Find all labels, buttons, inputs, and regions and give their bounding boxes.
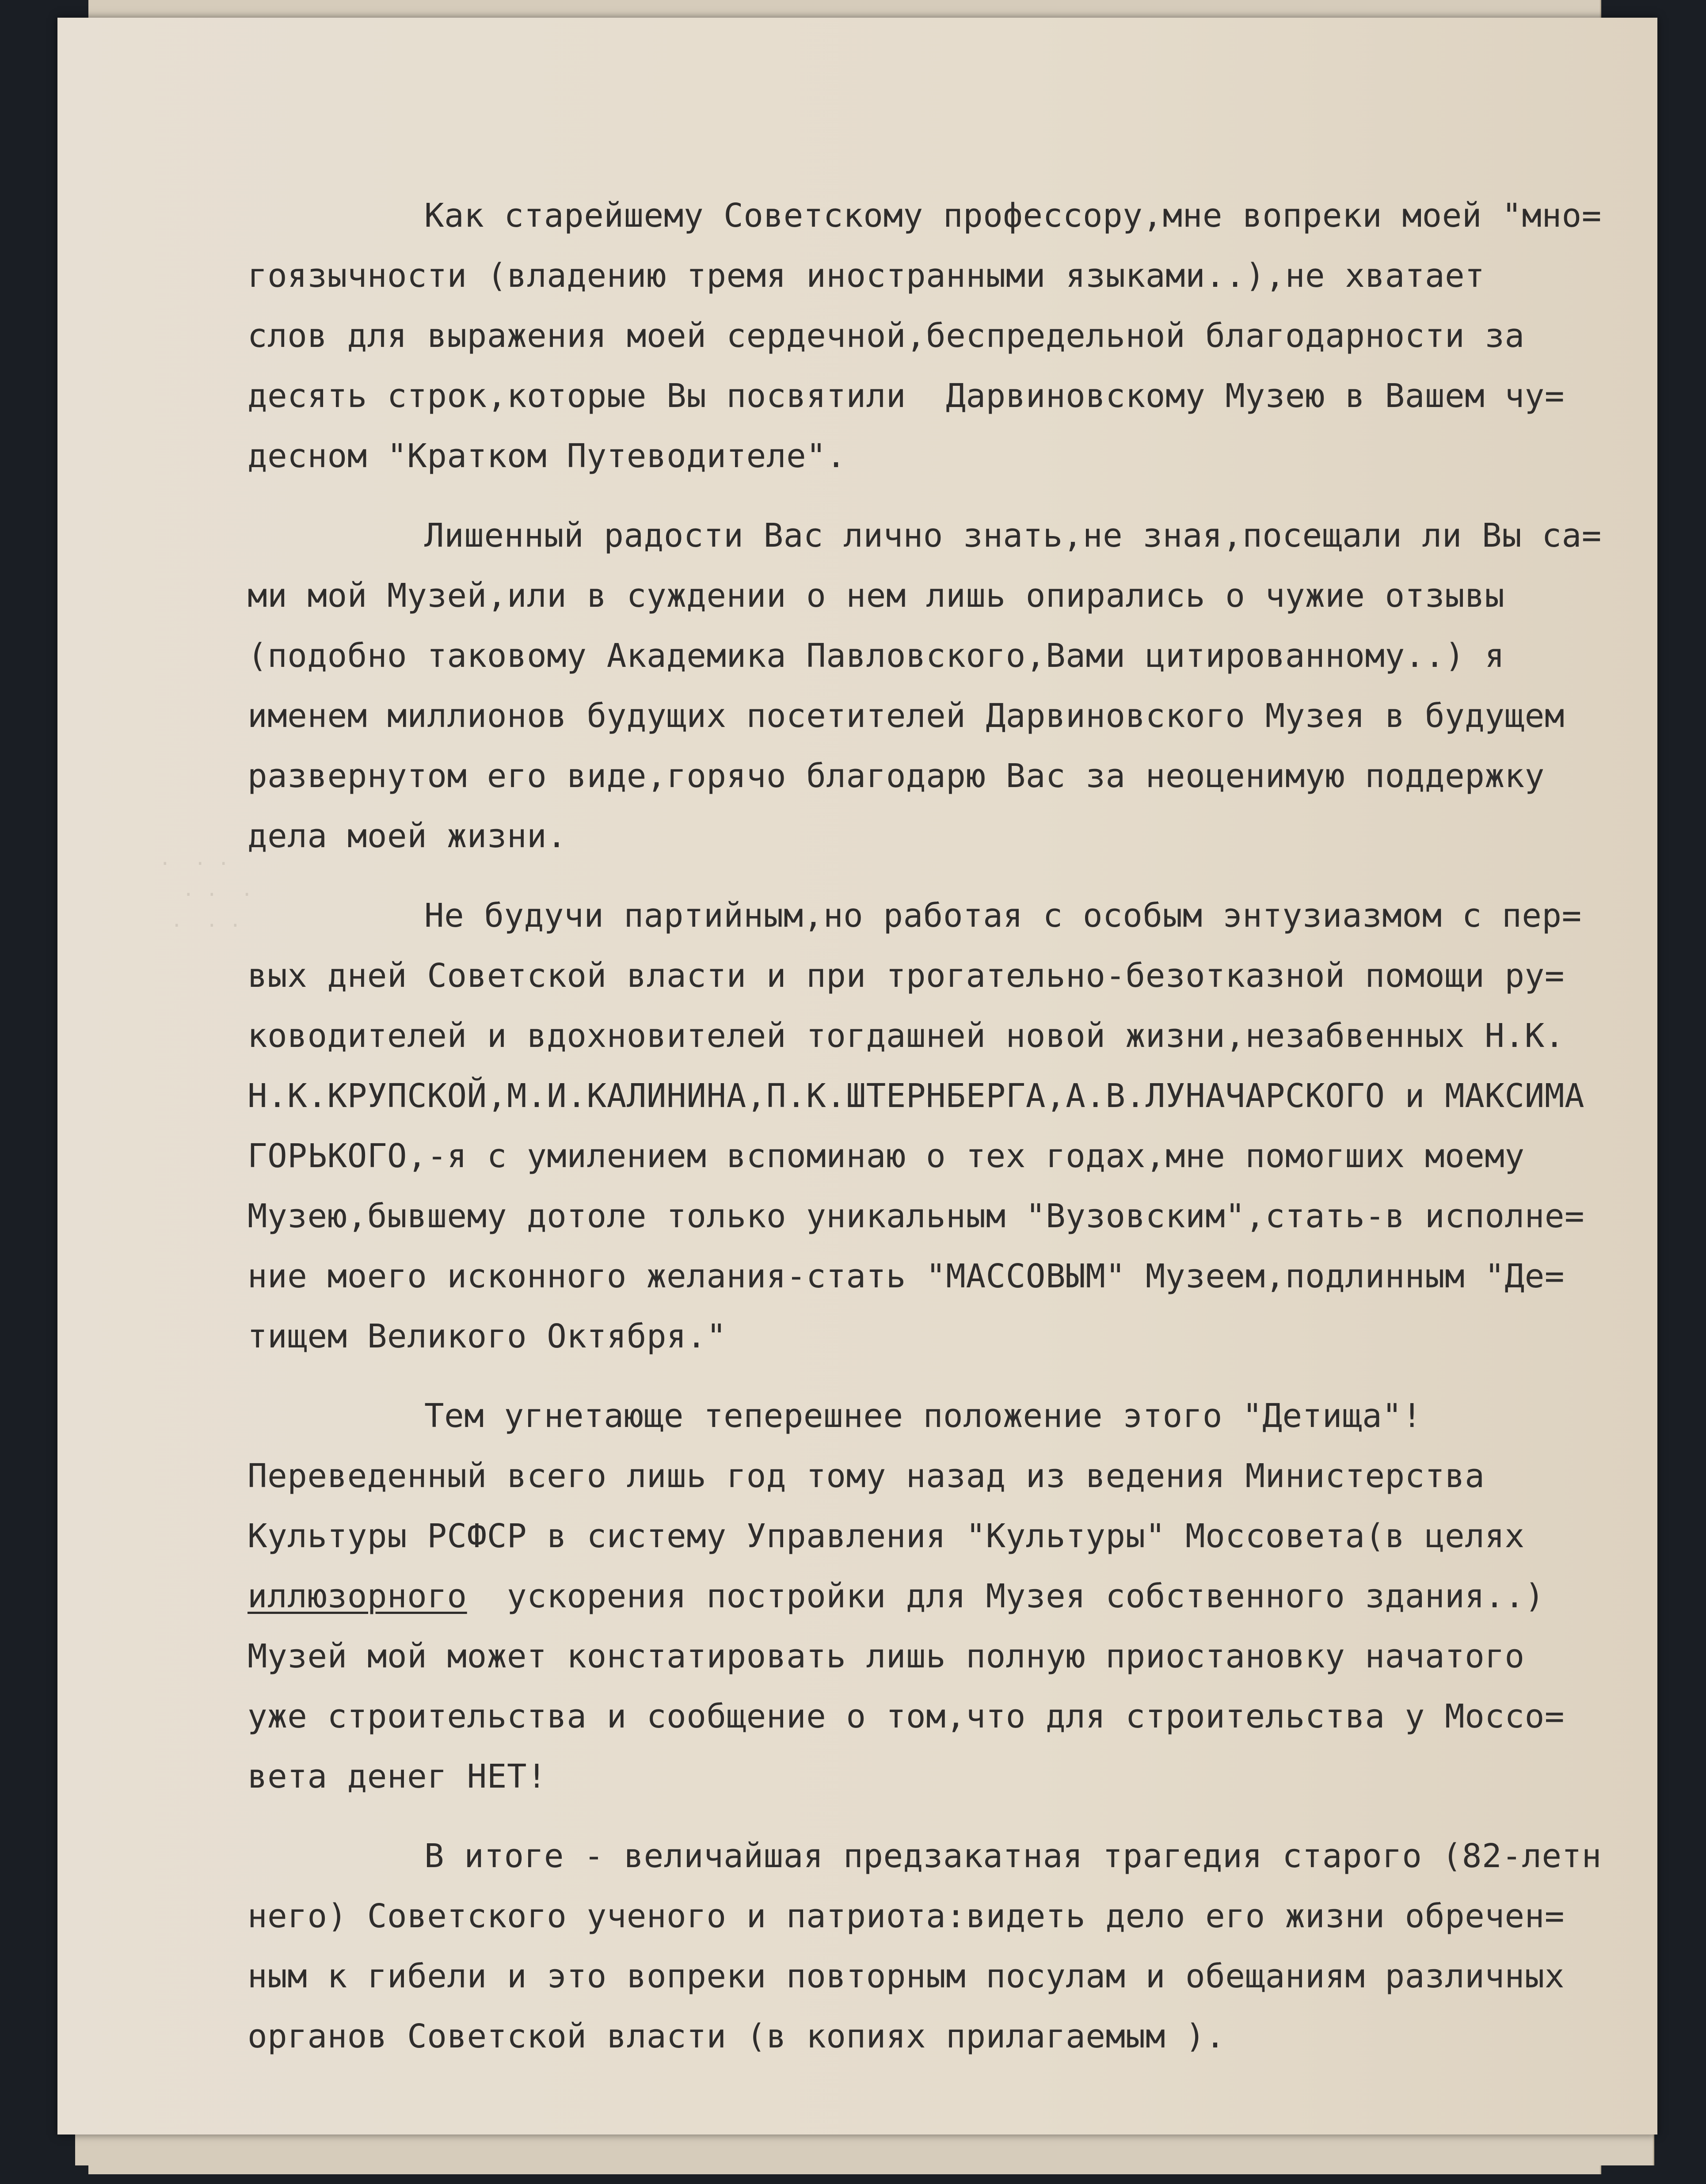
text-line: тищем Великого Октября." [248, 1317, 727, 1355]
text-line: ГОРЬКОГО,-я с умилением вспоминаю о тех годах,мне помогших моему [248, 1137, 1525, 1175]
letter-body [248, 186, 1618, 2066]
text-line: него) Советского ученого и патриота:видеть дело его жизни обречен= [248, 1897, 1565, 1935]
text-line: гоязычности (владению тремя иностранными языками..),не хватает [248, 257, 1485, 295]
text-line: десном "Кратком Путеводителе". [248, 437, 846, 475]
text-line: вых дней Советской власти и при трогательно-безотказной помощи ру= [248, 957, 1565, 995]
text-line: развернутом его виде,горячо благодарю Вас за неоценимую поддержку [248, 757, 1545, 795]
text-line: вета денег НЕТ! [248, 1758, 547, 1796]
text-line: ководителей и вдохновителей тогдашней новой жизни,незабвенных Н.К. [248, 1017, 1565, 1055]
text-line: Музею,бывшему дотоле только уникальным "Вузовским",стать-в исполне= [248, 1197, 1585, 1235]
text-line: Переведенный всего лишь год тому назад из ведения Министерства [248, 1457, 1485, 1495]
text-line: Как старейшему Советскому профессору,мне вопреки моей "мно= [424, 197, 1602, 235]
text-line: Не будучи партийным,но работая с особым энтузиазмом с пер= [424, 897, 1582, 935]
text-line: дела моей жизни. [248, 817, 567, 855]
text-line: Музей мой может констатировать лишь полную приостановку начатого [248, 1637, 1525, 1675]
text-line: (подобно таковому Академика Павловского,Вами цитированному..) я [248, 637, 1505, 675]
text-line: ние моего исконного желания-стать "МАССОВЫМ" Музеем,подлинным "Де= [248, 1257, 1565, 1295]
text-line: Тем угнетающе теперешнее положение этого "Детища"! [424, 1397, 1422, 1435]
text-line: Культуры РСФСР в систему Управления "Культуры" Моссовета(в целях [248, 1517, 1525, 1555]
text-line: десять строк,которые Вы посвятили Дарвиновскому Музею в Вашем чу= [248, 377, 1565, 415]
text-line: Лишенный радости Вас лично знать,не зная,посещали ли Вы са= [424, 517, 1602, 555]
text-line: Н.К.КРУПСКОЙ,М.И.КАЛИНИНА,П.К.ШТЕРНБЕРГА,А.В.ЛУНАЧАРСКОГО и МАКСИМА [248, 1077, 1585, 1115]
text-line: уже строительства и сообщение о том,что для строительства у Моссо= [248, 1697, 1565, 1735]
text-line: именем миллионов будущих посетителей Дарвиновского Музея в будущем [248, 697, 1565, 735]
bleed-through-marks: · · · · · · · · · [159, 852, 253, 937]
text-line: ми мой Музей,или в суждении о нем лишь опирались о чужие отзывы [248, 577, 1505, 615]
text-line: слов для выражения моей сердечной,беспредельной благодарности за [248, 317, 1525, 355]
text-line: В итоге - величайшая предзакатная трагедия старого (82-летн [424, 1837, 1602, 1875]
text-line: ным к гибели и это вопреки повторным посулам и обещаниям различных [248, 1957, 1565, 1995]
text-line: органов Советской власти (в копиях прилагаемым ). [248, 2017, 1226, 2055]
text-line-underlined: иллюзорного ускорения постройки для Музея собственного здания..) [248, 1577, 1545, 1615]
